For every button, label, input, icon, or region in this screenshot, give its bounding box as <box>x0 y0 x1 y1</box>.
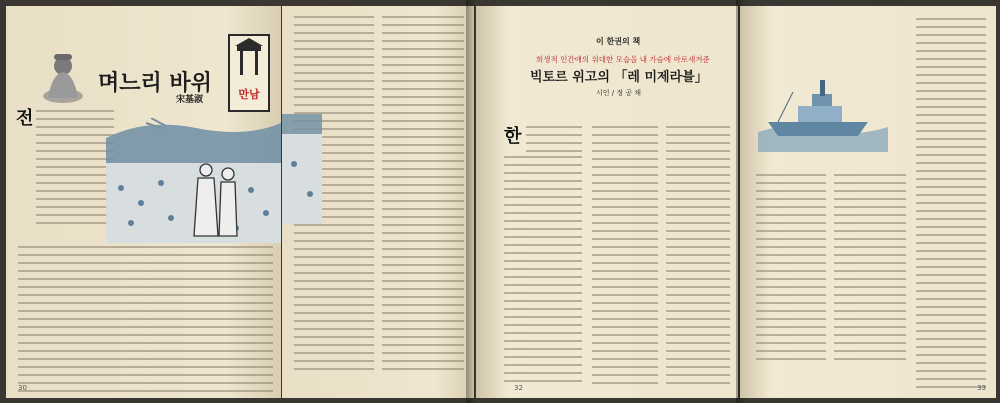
article-body-column-1 <box>526 126 582 158</box>
ship-illustration <box>758 72 888 152</box>
essay-title: 며느리 바위 <box>98 71 212 96</box>
wall-continuation-illustration <box>282 114 322 224</box>
page-number-center: 32 <box>514 384 523 392</box>
essay-dropcap: 전 <box>16 108 34 129</box>
essay-body-column-3 <box>382 16 464 376</box>
article-body-column-1b <box>504 156 582 388</box>
article-body-column-3 <box>666 126 730 390</box>
article-body-column-4 <box>756 174 826 366</box>
article-body-column-2 <box>592 126 658 390</box>
essay-author: 宋基淑 <box>176 95 204 105</box>
page-number-right: 33 <box>977 384 986 392</box>
book-review-page-left <box>476 6 738 398</box>
article-headline <box>530 66 708 85</box>
essay-page-right <box>282 6 474 398</box>
woman-with-jar-illustration <box>40 52 86 104</box>
page-number-left: 30 <box>18 384 27 392</box>
village-wall-illustration <box>106 118 281 248</box>
article-body-column-6 <box>916 18 986 394</box>
stamp-label: 만남 <box>238 88 260 101</box>
manam-stamp <box>228 34 270 112</box>
section-label: 이 한권의 책 <box>596 37 641 46</box>
article-body-column-5 <box>834 174 906 366</box>
book-review-page-right <box>740 6 996 398</box>
essay-body-lower <box>18 246 273 398</box>
article-kicker: 희생적 인간애의 위대한 모습을 내 가슴에 아로새겨준 <box>536 55 710 64</box>
headline-author: 빅토르 위고의 <box>530 70 615 85</box>
essay-page-left <box>6 6 281 398</box>
gate-icon <box>230 36 268 82</box>
article-dropcap: 한 <box>504 126 522 147</box>
article-byline: 시인 / 정 공 채 <box>596 89 642 97</box>
essay-body-column-1 <box>36 110 114 230</box>
headline-book-title: 「레 미제라블」 <box>614 70 708 85</box>
